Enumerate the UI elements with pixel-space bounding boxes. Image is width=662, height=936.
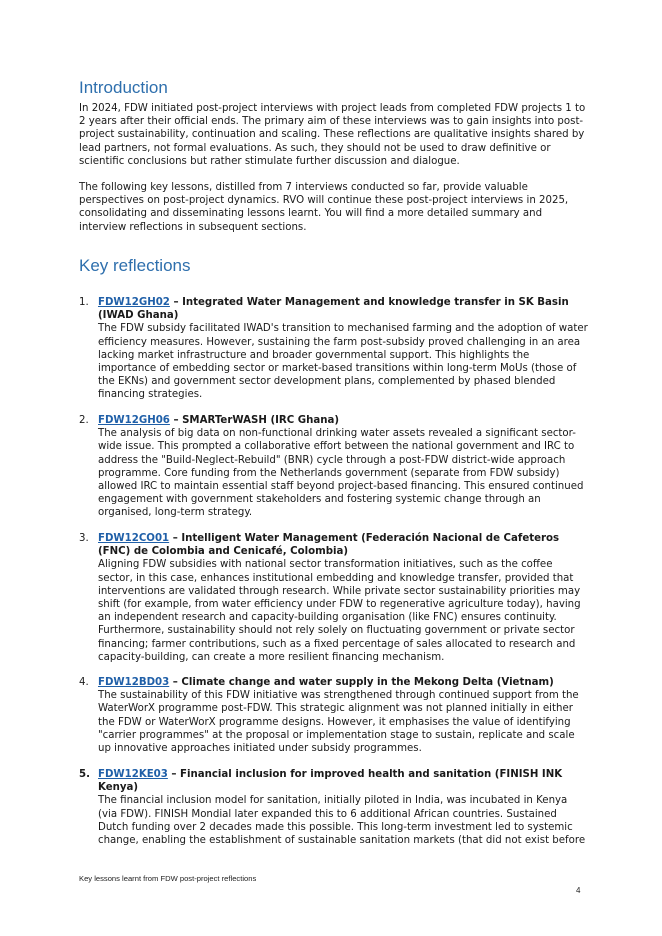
reflection-item-3: [79, 532, 589, 664]
item-title: – Intelligent Water Management (Federación Nacional de Cafeteros (FNC) de Colombia and Cenicafé, Colombia): [98, 533, 560, 558]
item-text: Aligning FDW subsidies with national sector transformation initiatives, such as the coffee sector, in this case, enhances institutional embedding and knowledge transfer, provided that interventions are validated through research. While private sector sustainability priorities may shift (for example, from water efficiency under FDW to regenerative agriculture today), having an independent research and capacity-building organisation (like FNC) ensures continuity. Furthermore, sustainability should not rely solely on fluctuating government or private sector financing; farmer contributions, such as a fixed percentage of sales allocated to research and capacity-building, can create a more resilient financing mechanism.: [98, 559, 581, 663]
reflection-item-2: [79, 414, 589, 520]
item-title: – Financial inclusion for improved health and sanitation (FINISH INK Kenya): [98, 769, 563, 794]
item-number: 2.: [79, 415, 89, 426]
introduction-heading: Introduction: [79, 78, 168, 97]
reflection-item-5: [79, 768, 589, 847]
project-link-fdw12gh06[interactable]: FDW12GH06: [98, 415, 170, 426]
page-number: 4: [576, 886, 581, 895]
item-title: – Climate change and water supply in the Mekong Delta (Vietnam): [169, 677, 554, 688]
key-reflections-heading: Key reflections: [79, 256, 191, 275]
item-text: The analysis of big data on non-functional drinking water assets revealed a significant sector-wide issue. This prompted a collaborative effort between the national government and IRC to address the "Build-Neglect-Rebuild" (BNR) cycle through a post-FDW district-wide approach programme. Core funding from the Netherlands government (separate from FDW subsidy) allowed IRC to maintain essential staff beyond project-based financing. This ensured continued engagement with government stakeholders and fostering systemic change through an organised, long-term strategy.: [98, 428, 584, 519]
project-link-fdw12gh02[interactable]: FDW12GH02: [98, 297, 170, 308]
item-text: The FDW subsidy facilitated IWAD's transition to mechanised farming and the adoption of water efficiency measures. However, sustaining the farm post-subsidy proved challenging in an area lacking market infrastructure and broader governmental support. This highlights the importance of embedding sector or market-based transitions within long-term MoUs (those of the EKNs) and government sector development plans, complemented by phased blended financing strategies.: [98, 323, 588, 401]
page-footer: Key lessons learnt from FDW post-project reflections: [79, 874, 257, 883]
item-heading: [98, 296, 589, 322]
item-number: 4.: [79, 677, 89, 688]
reflection-item-1: [79, 296, 589, 402]
project-link-fdw12bd03[interactable]: FDW12BD03: [98, 677, 170, 688]
reflection-item-4: [79, 676, 589, 755]
item-title: – SMARTerWASH (IRC Ghana): [169, 415, 340, 426]
project-link-fdw12ke03[interactable]: FDW12KE03: [98, 769, 168, 780]
intro-paragraph-2: The following key lessons, distilled from 7 interviews conducted so far, provide valuable perspectives on post-project dynamics. RVO will continue these post-project interviews in 2025, consolidating and disseminating lessons learnt. You will find a more detailed summary and interview reflections in subsequent sections.: [79, 182, 569, 233]
item-number: 1.: [79, 297, 89, 308]
item-number: 3.: [79, 533, 89, 544]
item-heading: [98, 532, 589, 558]
item-heading: [98, 768, 589, 794]
item-heading: [98, 414, 589, 427]
item-text: The sustainability of this FDW initiative was strengthened through continued support from the WaterWorX programme post-FDW. This strategic alignment was not planned initially in either the FDW or WaterWorX programme designs. However, it emphasises the value of identifying "carrier programmes" at the proposal or implementation stage to sustain, replicate and scale up innovative approaches initiated under subsidy programmes.: [98, 690, 579, 755]
item-title: – Integrated Water Management and knowledge transfer in SK Basin (IWAD Ghana): [98, 297, 569, 322]
item-number: 5.: [79, 769, 90, 780]
project-link-fdw12co01[interactable]: FDW12CO01: [98, 533, 170, 544]
item-heading: [98, 676, 589, 689]
item-text: The financial inclusion model for sanitation, initially piloted in India, was incubated in Kenya (via FDW). FINISH Mondial later expanded this to 6 additional African countries. Sustained Dutch funding over 2 decades made this possible. This long-term investment led to systemic change, enabling the establishment of sustainable sanitation markets (that did not exist before: [98, 795, 586, 847]
intro-paragraph-1: In 2024, FDW initiated post-project interviews with project leads from completed FDW projects 1 to 2 years after their official ends. The primary aim of these interviews was to gain insights into post-project sustainability, continuation and scaling. These reflections are qualitative insights shared by lead partners, not formal evaluations. As such, they should not be used to draw definitive or scientific conclusions but rather stimulate further discussion and dialogue.: [79, 103, 586, 167]
